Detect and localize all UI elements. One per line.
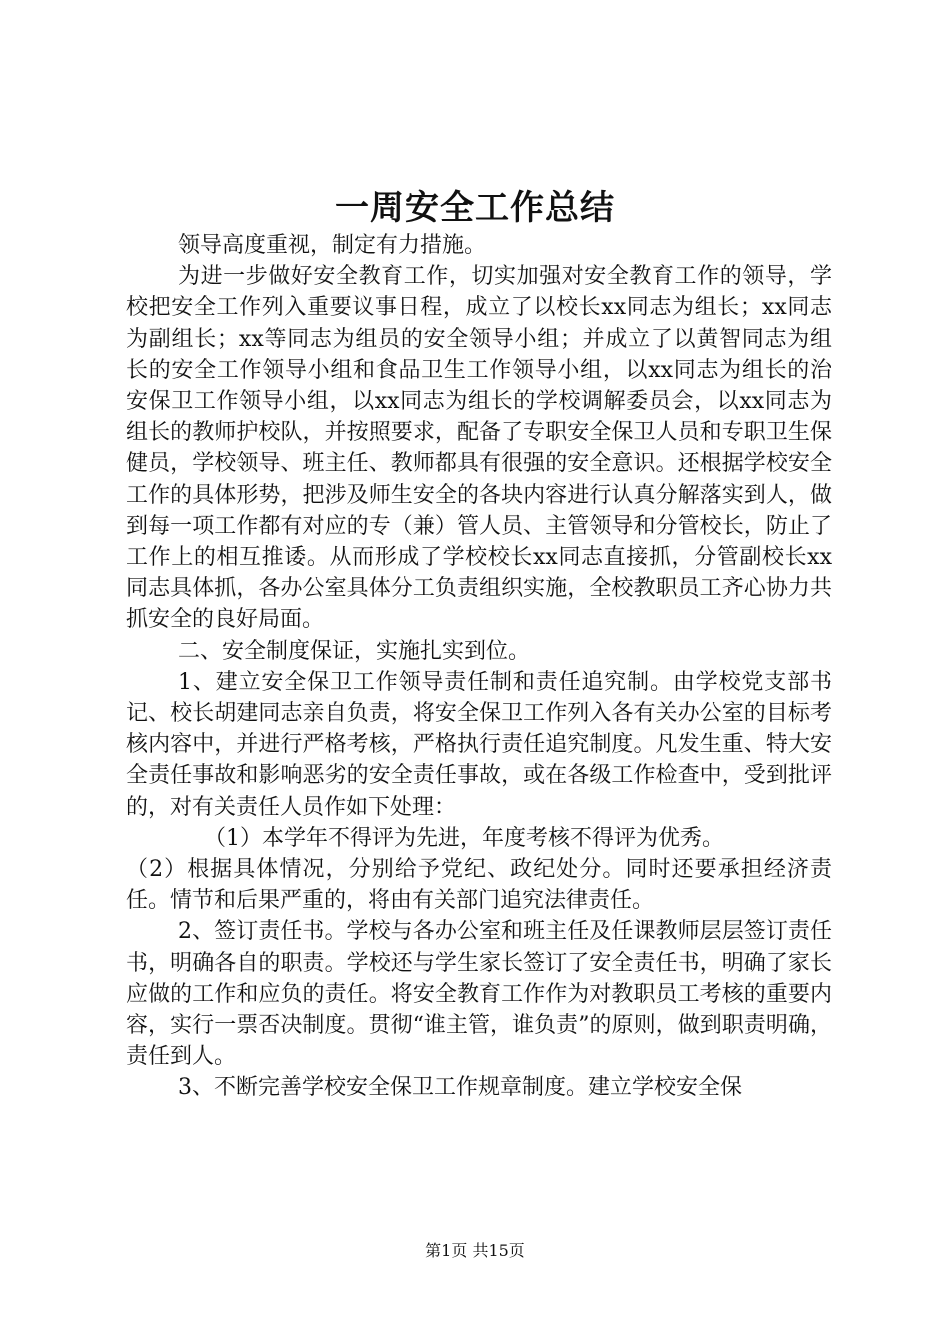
paragraph-6: （2）根据具体情况，分别给予党纪、政纪处分。同时还要承担经济责任。情节和后果严重的，将由有关部门追究法律责任。 xyxy=(126,857,832,914)
paragraph-1: 领导高度重视，制定有力措施。 xyxy=(178,233,487,258)
paragraph-4: 1、建立安全保卫工作领导责任制和责任追究制。由学校党支部书记、校长胡建同志亲自负责，将安全保卫工作列入各有关办公室的目标考核内容中，并进行严格考核，严格执行责任追究制度。凡发生重、特大安全责任事故和影响恶劣的安全责任事故，或在各级工作检查中，受到批评的，对有关责任人员作如下处理： xyxy=(126,669,832,820)
document-body xyxy=(126,230,832,1104)
paragraph-8: 3、不断完善学校安全保卫工作规章制度。建立学校安全保 xyxy=(178,1075,742,1101)
paragraph-7: 2、签订责任书。学校与各办公室和班主任及任课教师层层签订责任书，明确各自的职责。学校还与学生家长签订了安全责任书，明确了家长应做的工作和应负的责任。将安全教育工作作为对教职员工考核的重要内容，实行一票否决制度。贯彻“谁主管，谁负责”的原则，做到职责明确，责任到人。 xyxy=(126,919,832,1070)
paragraph-3: 二、安全制度保证，实施扎实到位。 xyxy=(178,638,531,664)
paragraph-5: （1）本学年不得评为先进，年度考核不得评为优秀。 xyxy=(204,825,724,851)
page-title: 一周安全工作总结 xyxy=(335,188,615,228)
page-footer: 第1页 共15页 xyxy=(425,1241,525,1260)
paragraph-2: 为进一步做好安全教育工作，切实加强对安全教育工作的领导，学校把安全工作列入重要议事日程，成立了以校长xx同志为组长；xx同志为副组长；xx等同志为组员的安全领导小组；并成立了以黄智同志为组长的安全工作领导小组和食品卫生工作领导小组，以xx同志为组长的治安保卫工作领导小组，以xx同志为组长的学校调解委员会，以xx同志为组长的教师护校队，并按照要求，配备了专职安全保卫人员和专职卫生保健员，学校领导、班主任、教师都具有很强的安全意识。还根据学校安全工作的具体形势，把涉及师生安全的各块内容进行认真分解落实到人，做到每一项工作都有对应的专（兼）管人员、主管领导和分管校长，防止了工作上的相互推诿。从而形成了学校校长xx同志直接抓，分管副校长xx同志具体抓，各办公室具体分工负责组织实施，全校教职员工齐心协力共抓安全的良好局面。 xyxy=(126,264,832,633)
